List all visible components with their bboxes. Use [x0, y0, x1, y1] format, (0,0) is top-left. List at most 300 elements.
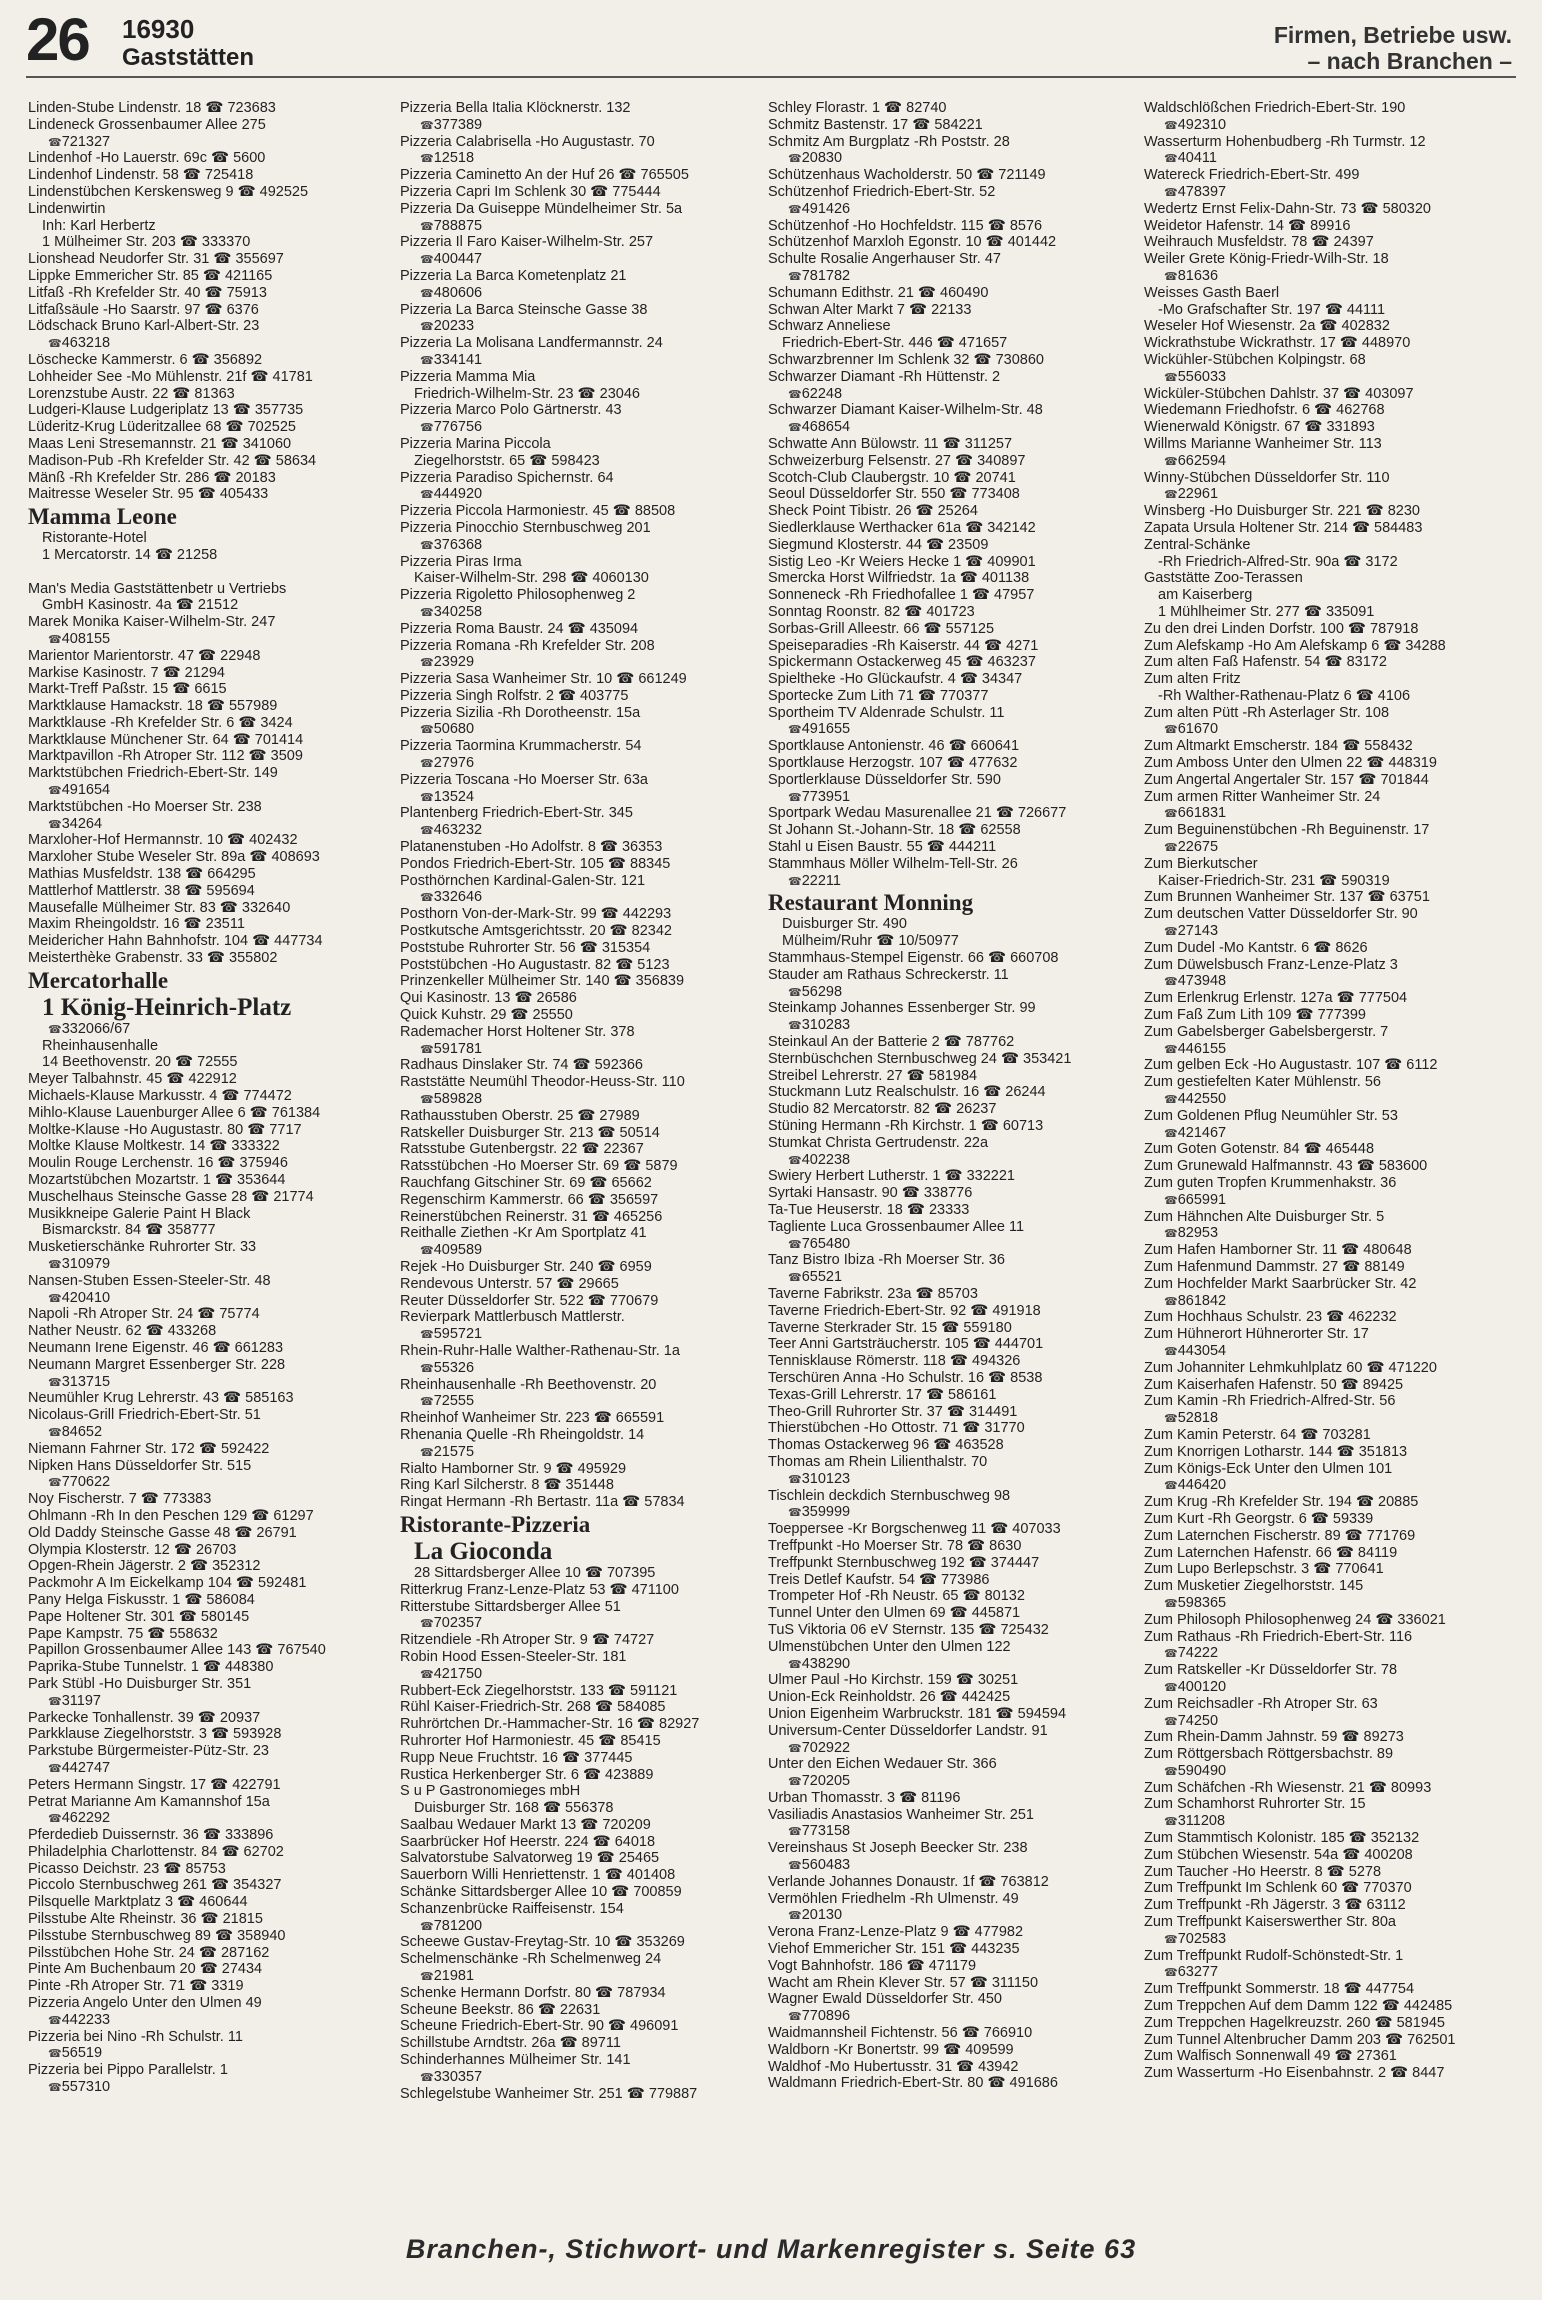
listing-line: Wienerwald Königstr. 67 ☎ 331893 [1144, 419, 1375, 436]
listing-line: Zum Alefskamp -Ho Am Alefskamp 6 ☎ 34288 [1144, 637, 1446, 654]
phone-number: ☎ 781782 [768, 268, 1128, 285]
listing-line: Maitresse Weseler Str. 95 ☎ 405433 [28, 486, 269, 503]
header-rule [26, 76, 1516, 78]
listing-line: Zum Kaiserhafen Hafenstr. 50 ☎ 89425 [1144, 1376, 1404, 1393]
listing-line: Marktstübchen -Ho Moerser Str. 238 [28, 798, 262, 815]
listing-line: Pizzeria Marco Polo Gärtnerstr. 43 [400, 402, 622, 419]
listing-line: Markt-Treff Paßstr. 15 ☎ 6615 [28, 681, 227, 698]
listing-line: Zum Kamin -Rh Friedrich-Alfred-Str. 56 [1144, 1393, 1396, 1410]
phone-number: ☎ 442747 [28, 1760, 388, 1777]
listing-line: Parkecke Tonhallenstr. 39 ☎ 20937 [28, 1709, 261, 1726]
listing-line: Watereck Friedrich-Ebert-Str. 499 [1144, 167, 1360, 184]
listing-line: Stauder am Rathaus Schreckerstr. 11 [768, 966, 1009, 983]
listing-line: Rheinhausenhalle -Rh Beethovenstr. 20 [400, 1376, 657, 1393]
listing-line: Pizzeria Marina Piccola [400, 435, 551, 452]
phone-number: ☎ 661831 [1144, 805, 1504, 822]
phone-number: ☎ 861842 [1144, 1293, 1504, 1310]
listing-line: Zum Treppchen Hagelkreuzstr. 260 ☎ 581945 [1144, 2014, 1445, 2031]
phone-number: ☎ 50680 [400, 721, 760, 738]
listing-line: Poststübchen -Ho Augustastr. 82 ☎ 5123 [400, 956, 670, 973]
phone-number: ☎ 773158 [768, 1823, 1128, 1840]
listing-line: Schanzenbrücke Raiffeisenstr. 154 [400, 1900, 624, 1917]
listing-line: Zum Beguinenstübchen -Rh Beguinenstr. 17 [1144, 822, 1430, 839]
listing-line: Pizzeria Paradiso Spichernstr. 64 [400, 469, 614, 486]
listing-line: Litfaß -Rh Krefelder Str. 40 ☎ 75913 [28, 284, 267, 301]
listing-continuation: 1 Mülheimer Str. 203 ☎ 333370 [42, 234, 251, 251]
listing-continuation: Kaiser-Friedrich-Str. 231 ☎ 590319 [1158, 872, 1390, 889]
listing-line: Platanenstuben -Ho Adolfstr. 8 ☎ 36353 [400, 839, 663, 856]
phone-number: ☎ 556033 [1144, 369, 1504, 386]
phone-number: ☎ 74250 [1144, 1713, 1504, 1730]
listing-continuation: Rheinhausenhalle [42, 1037, 159, 1054]
listing-line: Lindenhof Lindenstr. 58 ☎ 725418 [28, 167, 254, 184]
listing-continuation: Inh: Karl Herbertz [42, 217, 156, 234]
listing-line: Unter den Eichen Wedauer Str. 366 [768, 1756, 997, 1773]
listing-line: Rhein-Ruhr-Halle Walther-Rathenau-Str. 1a [400, 1342, 680, 1359]
listing-line: Plantenberg Friedrich-Ebert-Str. 345 [400, 805, 633, 822]
listing-line: Linden-Stube Lindenstr. 18 ☎ 723683 [28, 100, 276, 116]
phone-number: ☎ 421750 [400, 1666, 760, 1683]
listing-line: Tennisklause Römerstr. 118 ☎ 494326 [768, 1353, 1021, 1370]
listing-continuation: Mülheim/Ruhr ☎ 10/50977 [782, 933, 959, 950]
listing-line: Gaststätte Zoo-Terassen [1144, 570, 1303, 587]
listing-line: Mausefalle Mülheimer Str. 83 ☎ 332640 [28, 899, 291, 916]
listing-line: Zum Hafen Hamborner Str. 11 ☎ 480648 [1144, 1242, 1412, 1259]
listing-line: Schützenhof -Ho Hochfeldstr. 115 ☎ 8576 [768, 217, 1043, 234]
listing-line: Zapata Ursula Holtener Str. 214 ☎ 584483 [1144, 519, 1423, 536]
listing-line: Vereinshaus St Joseph Beecker Str. 238 [768, 1840, 1028, 1857]
listing-line: Meyer Talbahnstr. 45 ☎ 422912 [28, 1071, 237, 1088]
listing-line: Rathausstuben Oberstr. 25 ☎ 27989 [400, 1107, 640, 1124]
listing-line: Saarbrücker Hof Heerstr. 224 ☎ 64018 [400, 1833, 656, 1850]
listing-line: Stahl u Eisen Baustr. 55 ☎ 444211 [768, 839, 997, 856]
listing-line: Ritterkrug Franz-Lenze-Platz 53 ☎ 471100 [400, 1581, 679, 1598]
running-head-line2: – nach Branchen – [1307, 48, 1512, 74]
listing-line: Piccolo Sternbuschweg 261 ☎ 354327 [28, 1877, 282, 1894]
listing-line: Löschecke Kammerstr. 6 ☎ 356892 [28, 351, 263, 368]
listing-line: Pferdedieb Duissernstr. 36 ☎ 333896 [28, 1827, 274, 1844]
listing-line: Rubbert-Eck Ziegelhorststr. 133 ☎ 591121 [400, 1682, 678, 1699]
listing-line: Seoul Düsseldorfer Str. 550 ☎ 773408 [768, 486, 1020, 503]
listing-line: Sauerborn Willi Henriettenstr. 1 ☎ 401408 [400, 1867, 676, 1884]
listing-line: Litfaßsäule -Ho Saarstr. 97 ☎ 6376 [28, 301, 259, 318]
listing-line: Sportklause Herzogstr. 107 ☎ 477632 [768, 755, 1018, 772]
listing-line: Studio 82 Mercatorstr. 82 ☎ 26237 [768, 1101, 997, 1118]
phone-number: ☎ 20130 [768, 1907, 1128, 1924]
listing-line: Marktklause -Rh Krefelder Str. 6 ☎ 3424 [28, 714, 293, 731]
listing-line: Marktklause Münchener Str. 64 ☎ 701414 [28, 731, 304, 748]
listing-line: Lindenstübchen Kerskensweg 9 ☎ 492525 [28, 183, 309, 200]
listing-line: Zum Kurt -Rh Georgstr. 6 ☎ 59339 [1144, 1510, 1374, 1527]
listing-continuation: Duisburger Str. 168 ☎ 556378 [414, 1800, 614, 1817]
phone-number: ☎ 55326 [400, 1360, 760, 1377]
listing-line: Zum Knorrigen Lotharstr. 144 ☎ 351813 [1144, 1443, 1408, 1460]
listing-line: Pizzeria Caminetto An der Huf 26 ☎ 765505 [400, 167, 689, 184]
listing-line: Taverne Friedrich-Ebert-Str. 92 ☎ 491918 [768, 1302, 1041, 1319]
phone-number: ☎ 492310 [1144, 117, 1504, 134]
phone-number: ☎ 74222 [1144, 1645, 1504, 1662]
listing-line: Waidmannsheil Fichtenstr. 56 ☎ 766910 [768, 2025, 1033, 2042]
listing-line: Zum Bierkutscher [1144, 855, 1258, 872]
listing-line: Zum Altmarkt Emscherstr. 184 ☎ 558432 [1144, 738, 1413, 755]
listing-line: Reuter Düsseldorfer Str. 522 ☎ 770679 [400, 1292, 659, 1309]
phone-number: ☎ 590490 [1144, 1763, 1504, 1780]
listing-line: Ritzendiele -Rh Atroper Str. 9 ☎ 74727 [400, 1632, 655, 1649]
listing-line: Zum alten Faß Hafenstr. 54 ☎ 83172 [1144, 654, 1387, 671]
listing-line: Zum Rathaus -Rh Friedrich-Ebert-Str. 116 [1144, 1628, 1413, 1645]
phone-number: ☎ 311208 [1144, 1813, 1504, 1830]
advert-subheading: La Gioconda [414, 1537, 553, 1565]
listing-continuation: Duisburger Str. 490 [782, 916, 907, 933]
phone-number: ☎ 463218 [28, 335, 388, 352]
listing-line: Michaels-Klause Markusstr. 4 ☎ 774472 [28, 1088, 292, 1105]
listing-line: Stammhaus Möller Wilhelm-Tell-Str. 26 [768, 855, 1018, 872]
listing-line: Zum Hühnerort Hühnerorter Str. 17 [1144, 1326, 1369, 1343]
listing-line: Ulmer Paul -Ho Kirchstr. 159 ☎ 30251 [768, 1672, 1019, 1689]
phone-number: ☎ 765480 [768, 1236, 1128, 1253]
listing-line: Pilsstube Alte Rheinstr. 36 ☎ 21815 [28, 1911, 263, 1928]
advert-heading: Mamma Leone [28, 504, 177, 530]
listing-line: Weisses Gasth Baerl [1144, 284, 1280, 301]
listing-line: Zum Rhein-Damm Jahnstr. 59 ☎ 89273 [1144, 1729, 1404, 1746]
listing-line: Streibel Lehrerstr. 27 ☎ 581984 [768, 1067, 978, 1084]
phone-number: ☎ 781200 [400, 1918, 760, 1935]
listing-line: Zum Faß Zum Lith 109 ☎ 777399 [1144, 1007, 1366, 1024]
phone-number: ☎ 480606 [400, 285, 760, 302]
listing-line: Stüning Hermann -Rh Kirchstr. 1 ☎ 60713 [768, 1118, 1044, 1135]
listing-line: Pizzeria Da Guiseppe Mündelheimer Str. 5a [400, 200, 683, 217]
section-code: 16930 [122, 14, 195, 44]
phone-number: ☎ 310123 [768, 1471, 1128, 1488]
listing-line: Zum Philosoph Philosophenweg 24 ☎ 336021 [1144, 1611, 1446, 1628]
phone-number: ☎ 446155 [1144, 1041, 1504, 1058]
phone-number: ☎ 442550 [1144, 1091, 1504, 1108]
listing-line: Nipken Hans Düsseldorfer Str. 515 [28, 1457, 252, 1474]
listing-line: Zum Treffpunkt Im Schlenk 60 ☎ 770370 [1144, 1880, 1412, 1897]
phone-number: ☎ 491655 [768, 721, 1128, 738]
phone-number: ☎ 65521 [768, 1269, 1128, 1286]
listing-line: Ratskeller Duisburger Str. 213 ☎ 50514 [400, 1124, 660, 1141]
listing-line: Rademacher Horst Holtener Str. 378 [400, 1023, 635, 1040]
listing-continuation: Ziegelhorststr. 65 ☎ 598423 [414, 452, 600, 469]
listing-column-2 [400, 100, 760, 2180]
listing-line: Schenke Hermann Dorfstr. 80 ☎ 787934 [400, 1984, 666, 2001]
listing-line: Treffpunkt -Ho Moerser Str. 78 ☎ 8630 [768, 1537, 1022, 1554]
listing-line: Meidericher Hahn Bahnhofstr. 104 ☎ 447734 [28, 933, 323, 950]
phone-number: ☎ 491426 [768, 201, 1128, 218]
listing-line: Wedertz Ernst Felix-Dahn-Str. 73 ☎ 580320 [1144, 200, 1431, 217]
listing-line: Olympia Klosterstr. 12 ☎ 26703 [28, 1541, 237, 1558]
listing-line: Mihlo-Klause Lauenburger Allee 6 ☎ 761384 [28, 1104, 321, 1121]
section-category: Gaststätten [122, 44, 255, 71]
phone-number: ☎ 702922 [768, 1740, 1128, 1757]
listing-continuation: 1 Mühlheimer Str. 277 ☎ 335091 [1158, 603, 1375, 620]
listing-line: Nicolaus-Grill Friedrich-Ebert-Str. 51 [28, 1407, 261, 1424]
listing-line: Pizzeria Sasa Wanheimer Str. 10 ☎ 661249 [400, 671, 687, 688]
phone-number: ☎ 63277 [1144, 1964, 1504, 1981]
listing-line: Vasiliadis Anastasios Wanheimer Str. 251 [768, 1806, 1034, 1823]
phone-number: ☎ 400120 [1144, 1679, 1504, 1696]
listing-line: Zum Erlenkrug Erlenstr. 127a ☎ 777504 [1144, 990, 1408, 1007]
listing-line: Marktklause Hamackstr. 18 ☎ 557989 [28, 698, 278, 715]
listing-continuation: -Rh Friedrich-Alfred-Str. 90a ☎ 3172 [1158, 553, 1398, 570]
listing-line: Posthörnchen Kardinal-Galen-Str. 121 [400, 872, 646, 889]
listing-line: Zum Treffpunkt Sommerstr. 18 ☎ 447754 [1144, 1981, 1415, 1998]
listing-line: Schwatte Ann Bülowstr. 11 ☎ 311257 [768, 435, 1013, 452]
phone-number: ☎ 473948 [1144, 973, 1504, 990]
listing-line: Neumühler Krug Lehrerstr. 43 ☎ 585163 [28, 1390, 294, 1407]
phone-number: ☎ 332066/67 [28, 1021, 388, 1038]
listing-line: Zum Laternchen Hafenstr. 66 ☎ 84119 [1144, 1544, 1398, 1561]
listing-column-3 [768, 100, 1128, 2180]
listing-line: Pizzeria La Barca Kometenplatz 21 [400, 267, 627, 284]
phone-number: ☎ 770622 [28, 1474, 388, 1491]
listing-line: Posthorn Von-der-Mark-Str. 99 ☎ 442293 [400, 906, 672, 923]
listing-line: Napoli -Rh Atroper Str. 24 ☎ 75774 [28, 1306, 260, 1323]
listing-line: Spieltheke -Ho Glückaufstr. 4 ☎ 34347 [768, 671, 1023, 688]
listing-line: Niemann Fahrner Str. 172 ☎ 592422 [28, 1440, 270, 1457]
phone-number: ☎ 310979 [28, 1256, 388, 1273]
listing-line: Steinkamp Johannes Essenberger Str. 99 [768, 1000, 1036, 1017]
listing-line: Prinzenkeller Mülheimer Str. 140 ☎ 356839 [400, 973, 685, 990]
listing-line: Zum Taucher -Ho Heerstr. 8 ☎ 5278 [1144, 1863, 1382, 1880]
listing-line: Zum Grunewald Halfmannstr. 43 ☎ 583600 [1144, 1158, 1428, 1175]
listing-line: Schwarzbrenner Im Schlenk 32 ☎ 730860 [768, 351, 1044, 368]
listing-line: Toeppersee -Kr Borgschenweg 11 ☎ 407033 [768, 1521, 1061, 1538]
phone-number: ☎ 444920 [400, 486, 760, 503]
listing-line: Zum Schäfchen -Rh Wiesenstr. 21 ☎ 80993 [1144, 1779, 1432, 1796]
listing-line: Pany Helga Fiskusstr. 1 ☎ 586084 [28, 1591, 255, 1608]
listing-line: Paprika-Stube Tunnelstr. 1 ☎ 448380 [28, 1659, 274, 1676]
phone-number: ☎ 376368 [400, 537, 760, 554]
listing-line: Muschelhaus Steinsche Gasse 28 ☎ 21774 [28, 1188, 314, 1205]
phone-number: ☎ 56298 [768, 984, 1128, 1001]
listing-line: Ruhrörtchen Dr.-Hammacher-Str. 16 ☎ 82927 [400, 1716, 700, 1733]
listing-line: Sistig Leo -Kr Weiers Hecke 1 ☎ 409901 [768, 553, 1036, 570]
phone-number: ☎ 330357 [400, 2069, 760, 2086]
phone-number: ☎ 443054 [1144, 1343, 1504, 1360]
listing-line: Maas Leni Stresemannstr. 21 ☎ 341060 [28, 435, 292, 452]
listing-line: Zum guten Tropfen Krummenhakstr. 36 [1144, 1175, 1397, 1191]
phone-number: ☎ 81636 [1144, 268, 1504, 285]
listing-line: Pizzeria La Molisana Landfermannstr. 24 [400, 335, 663, 352]
phone-number: ☎ 20233 [400, 318, 760, 335]
listing-line: Moltke Klause Moltkestr. 14 ☎ 333322 [28, 1138, 280, 1155]
listing-line: Lödschack Bruno Karl-Albert-Str. 23 [28, 318, 260, 335]
phone-number: ☎ 468654 [768, 419, 1128, 436]
listing-line: Moltke-Klause -Ho Augustastr. 80 ☎ 7717 [28, 1121, 302, 1138]
listing-line: Thomas am Rhein Lilienthalstr. 70 [768, 1453, 988, 1470]
phone-number: ☎ 61670 [1144, 721, 1504, 738]
listing-line: Pizzeria Roma Baustr. 24 ☎ 435094 [400, 620, 639, 637]
listing-line: Ta-Tue Heuserstr. 18 ☎ 23333 [768, 1202, 970, 1218]
listing-line: Raststätte Neumühl Theodor-Heuss-Str. 110 [400, 1074, 685, 1091]
listing-line: Saalbau Wedauer Markt 13 ☎ 720209 [400, 1816, 651, 1833]
phone-number: ☎ 23929 [400, 654, 760, 671]
listing-line: Schulte Rosalie Angerhauser Str. 47 [768, 251, 1001, 268]
listing-continuation: 1 Mercatorstr. 14 ☎ 21258 [42, 546, 218, 563]
listing-line: Sorbas-Grill Alleestr. 66 ☎ 557125 [768, 620, 995, 637]
listing-line: Schützenhof Friedrich-Ebert-Str. 52 [768, 183, 996, 200]
listing-line: Pilsquelle Marktplatz 3 ☎ 460644 [28, 1894, 248, 1911]
phone-number: ☎ 340258 [400, 604, 760, 621]
listing-line: Philadelphia Charlottenstr. 84 ☎ 62702 [28, 1843, 284, 1860]
listing-line: Schillstube Arndtstr. 26a ☎ 89711 [400, 2035, 621, 2052]
listing-line: Pizzeria Calabrisella -Ho Augustastr. 70 [400, 133, 655, 150]
phone-number: ☎ 334141 [400, 352, 760, 369]
listing-line: Meisterthèke Grabenstr. 33 ☎ 355802 [28, 950, 278, 967]
listing-line: Stammhaus-Stempel Eigenstr. 66 ☎ 660708 [768, 950, 1059, 967]
listing-line: Pape Kampstr. 75 ☎ 558632 [28, 1625, 218, 1642]
listing-line: Rühl Kaiser-Friedrich-Str. 268 ☎ 584085 [400, 1699, 666, 1716]
listing-line: Wickrathstube Wickrathstr. 17 ☎ 448970 [1144, 335, 1411, 352]
listing-continuation: am Kaiserberg [1158, 587, 1253, 604]
listing-line: Nansen-Stuben Essen-Steeler-Str. 48 [28, 1272, 271, 1289]
phone-number: ☎ 377389 [400, 117, 760, 134]
listing-line: Zu den drei Linden Dorfstr. 100 ☎ 787918 [1144, 620, 1419, 637]
listing-line: Wiedemann Friedhofstr. 6 ☎ 462768 [1144, 402, 1385, 419]
phone-number: ☎ 438290 [768, 1656, 1128, 1673]
phone-number: ☎ 591781 [400, 1041, 760, 1058]
phone-number: ☎ 82953 [1144, 1225, 1504, 1242]
phone-number: ☎ 478397 [1144, 184, 1504, 201]
listing-line: Pinte Am Buchenbaum 20 ☎ 27434 [28, 1961, 263, 1978]
listing-line: Picasso Deichstr. 23 ☎ 85753 [28, 1860, 226, 1877]
phone-number: ☎ 720205 [768, 1773, 1128, 1790]
phone-number: ☎ 662594 [1144, 453, 1504, 470]
phone-number: ☎ 40411 [1144, 150, 1504, 167]
listing-line: Zum Tunnel Altenbrucher Damm 203 ☎ 762501 [1144, 2031, 1456, 2048]
listing-line: Vermöhlen Friedhelm -Rh Ulmenstr. 49 [768, 1890, 1019, 1907]
listing-line: Pilsstübchen Hohe Str. 24 ☎ 287162 [28, 1944, 270, 1961]
phone-number: ☎ 72555 [400, 1393, 760, 1410]
listing-line: Sternbüschchen Sternbuschweg 24 ☎ 353421 [768, 1050, 1072, 1067]
listing-line: Viehof Emmericher Str. 151 ☎ 443235 [768, 1941, 1020, 1958]
listing-line: Tunnel Unter den Ulmen 69 ☎ 445871 [768, 1605, 1021, 1622]
listing-line: Pizzeria Piccola Harmoniestr. 45 ☎ 88508 [400, 503, 676, 520]
listing-line: Urban Thomasstr. 3 ☎ 81196 [768, 1789, 961, 1806]
listing-line: Pondos Friedrich-Ebert-Str. 105 ☎ 88345 [400, 855, 671, 872]
listing-line: Sportpark Wedau Masurenallee 21 ☎ 726677 [768, 805, 1067, 822]
listing-line: Smercka Horst Wilfriedstr. 1a ☎ 401138 [768, 570, 1030, 587]
listing-line: Zum Treffpunkt Rudolf-Schönstedt-Str. 1 [1144, 1947, 1404, 1964]
listing-line: Trompeter Hof -Rh Neustr. 65 ☎ 80132 [768, 1588, 1025, 1605]
listing-line: Weiler Grete König-Friedr-Wilh-Str. 18 [1144, 251, 1389, 268]
listing-line: Thomas Ostackerweg 96 ☎ 463528 [768, 1437, 1004, 1454]
listing-line: Pizzeria bei Nino -Rh Schulstr. 11 [28, 2028, 243, 2045]
listing-line: Treffpunkt Sternbuschweg 192 ☎ 374447 [768, 1554, 1040, 1571]
listing-line: Markise Kasinostr. 7 ☎ 21294 [28, 664, 225, 681]
phone-number: ☎ 776756 [400, 419, 760, 436]
page-header [26, 8, 1516, 76]
listing-line: Verlande Johannes Donaustr. 1f ☎ 763812 [768, 1873, 1049, 1890]
phone-number: ☎ 34264 [28, 816, 388, 833]
listing-line: Pizzeria Capri Im Schlenk 30 ☎ 775444 [400, 183, 661, 200]
listing-line: Lüderitz-Krug Lüderitzallee 68 ☎ 702525 [28, 419, 296, 436]
listing-line: Marxloher-Hof Hermannstr. 10 ☎ 402432 [28, 832, 298, 849]
listing-line: Pizzeria Rigoletto Philosophenweg 2 [400, 587, 636, 604]
phone-number: ☎ 770896 [768, 2008, 1128, 2025]
phone-number: ☎ 20830 [768, 150, 1128, 167]
listing-line: Zum armen Ritter Wanheimer Str. 24 [1144, 788, 1381, 805]
listing-line: Wickühler-Stübchen Kolpingstr. 68 [1144, 351, 1366, 368]
listing-line: Sportecke Zum Lith 71 ☎ 770377 [768, 687, 989, 704]
listing-continuation: Kaiser-Wilhelm-Str. 298 ☎ 4060130 [414, 570, 649, 587]
listing-line: Teer Anni Gartsträucherstr. 105 ☎ 444701 [768, 1336, 1044, 1353]
listing-continuation: 28 Sittardsberger Allee 10 ☎ 707395 [414, 1564, 656, 1581]
listing-line: Speiseparadies -Rh Kaiserstr. 44 ☎ 4271 [768, 637, 1039, 654]
listing-line: Tanz Bistro Ibiza -Rh Moerser Str. 36 [768, 1252, 1005, 1269]
listing-line: Rauchfang Gitschiner Str. 69 ☎ 65662 [400, 1175, 652, 1191]
listing-line: Poststube Ruhrorter Str. 56 ☎ 315354 [400, 939, 651, 956]
listing-line: Marktpavillon -Rh Atroper Str. 112 ☎ 3509 [28, 748, 303, 765]
listing-line: Sportklause Antonienstr. 46 ☎ 660641 [768, 738, 1020, 755]
phone-number: ☎ 420410 [28, 1290, 388, 1307]
phone-number: ☎ 665991 [1144, 1192, 1504, 1209]
listing-line: Revierpark Mattlerbusch Mattlerstr. [400, 1309, 625, 1326]
listing-line: Lindenwirtin [28, 200, 106, 217]
listing-line: Zum Hafenmund Dammstr. 27 ☎ 88149 [1144, 1258, 1405, 1275]
listing-line: Schelmenschänke -Rh Schelmenweg 24 [400, 1951, 662, 1968]
listing-line: Schützenhof Marxloh Egonstr. 10 ☎ 401442 [768, 234, 1057, 251]
phone-number: ☎ 400447 [400, 251, 760, 268]
phone-number: ☎ 598365 [1144, 1595, 1504, 1612]
listing-line: Zum Walfisch Sonnenwall 49 ☎ 27361 [1144, 2048, 1397, 2065]
listing-line: Regenschirm Kammerstr. 66 ☎ 356597 [400, 1191, 659, 1208]
listing-line: Zum Krug -Rh Krefelder Str. 194 ☎ 20885 [1144, 1494, 1419, 1511]
listing-line: Zum Stammtisch Kolonistr. 185 ☎ 352132 [1144, 1830, 1420, 1847]
listing-line: Zum Musketier Ziegelhorststr. 145 [1144, 1578, 1364, 1595]
listing-line: Vogt Bahnhofstr. 186 ☎ 471179 [768, 1957, 977, 1974]
listing-line: Zentral-Schänke [1144, 536, 1251, 553]
phone-number: ☎ 721327 [28, 134, 388, 151]
listing-line: Papillon Grossenbaumer Allee 143 ☎ 767540 [28, 1642, 326, 1659]
phone-number: ☎ 332646 [400, 889, 760, 906]
running-head-line1: Firmen, Betriebe usw. [1273, 22, 1512, 48]
listing-continuation: -Rh Walther-Rathenau-Platz 6 ☎ 4106 [1158, 687, 1411, 704]
listing-line: Musketierschänke Ruhrorter Str. 33 [28, 1239, 257, 1256]
listing-line: Sonneneck -Rh Friedhofallee 1 ☎ 47957 [768, 587, 1035, 604]
listing-line: Zum alten Fritz [1144, 671, 1241, 688]
listing-line [28, 564, 388, 581]
listing-line: Sonntag Roonstr. 82 ☎ 401723 [768, 603, 975, 620]
phone-number: ☎ 12518 [400, 150, 760, 167]
listing-line: Ritterstube Sittardsberger Allee 51 [400, 1598, 621, 1615]
listing-line: Reinerstübchen Reinerstr. 31 ☎ 465256 [400, 1208, 663, 1225]
listing-line: Zum Hähnchen Alte Duisburger Str. 5 [1144, 1208, 1385, 1225]
listing-line: Salvatorstube Salvatorweg 19 ☎ 25465 [400, 1850, 660, 1867]
listing-column-4 [1144, 100, 1504, 2180]
listing-line: Marxloher Stube Weseler Str. 89a ☎ 408693 [28, 849, 320, 866]
listing-line: Mattlerhof Mattlerstr. 38 ☎ 595694 [28, 882, 255, 899]
advert-heading: Ristorante-Pizzeria [400, 1511, 591, 1537]
listing-line: Zum Lupo Berlepschstr. 3 ☎ 770641 [1144, 1561, 1384, 1578]
listing-line: Ringat Hermann -Rh Bertastr. 11a ☎ 57834 [400, 1494, 685, 1511]
listing-line: Ulmenstübchen Unter den Ulmen 122 [768, 1638, 1011, 1655]
listing-line: Marientor Marientorstr. 47 ☎ 22948 [28, 647, 261, 664]
phone-number: ☎ 402238 [768, 1152, 1128, 1169]
listing-line: Zum Dudel -Mo Kantstr. 6 ☎ 8626 [1144, 939, 1368, 956]
listing-line: Robin Hood Essen-Steeler-Str. 181 [400, 1648, 627, 1665]
phone-number: ☎ 446420 [1144, 1477, 1504, 1494]
phone-number: ☎ 491654 [28, 782, 388, 799]
phone-number: ☎ 560483 [768, 1857, 1128, 1874]
listing-line: Rheinhof Wanheimer Str. 223 ☎ 665591 [400, 1410, 665, 1427]
phone-number: ☎ 13524 [400, 789, 760, 806]
listing-line: Zum Wasserturm -Ho Eisenbahnstr. 2 ☎ 8447 [1144, 2065, 1445, 2082]
listing-line: Pizzeria Toscana -Ho Moerser Str. 63a [400, 771, 648, 788]
listing-line: Rialto Hamborner Str. 9 ☎ 495929 [400, 1460, 627, 1477]
